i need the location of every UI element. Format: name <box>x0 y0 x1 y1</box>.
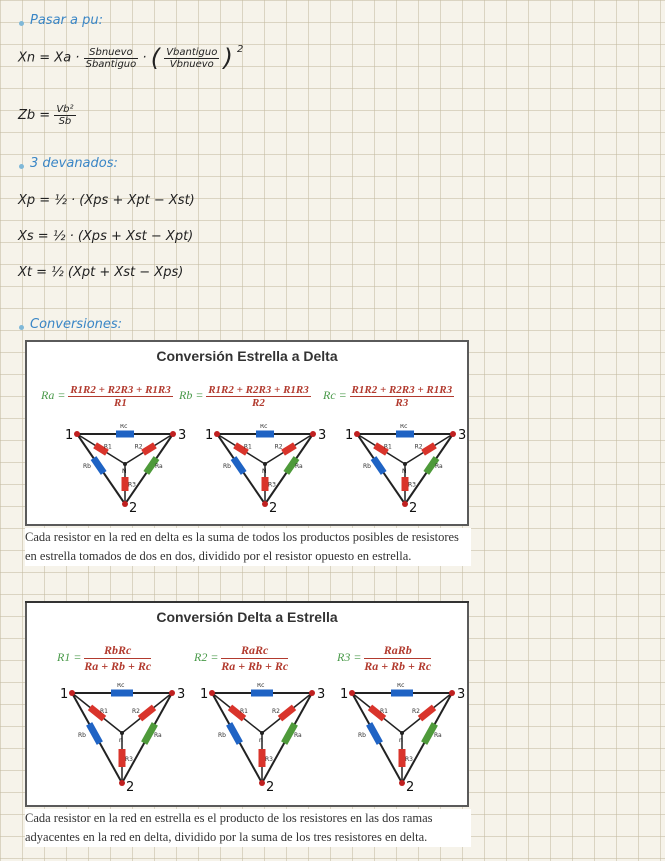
label-rb: Rb <box>223 463 231 470</box>
label-r1: R1 <box>243 443 252 451</box>
eq-den: R1 <box>114 397 127 409</box>
resistor-rc <box>391 690 413 697</box>
eq-fraction <box>350 384 455 409</box>
formula-xt: Xt = ½ (Xpt + Xst − Xps) <box>18 265 184 280</box>
node-label-2: 2 <box>406 780 415 795</box>
node-dot <box>354 431 360 437</box>
node-label-3: 3 <box>178 428 187 443</box>
eq-fraction <box>68 384 173 409</box>
resistor-r2 <box>281 442 297 455</box>
node-label-3: 3 <box>317 687 326 702</box>
node-dot <box>349 690 355 696</box>
equation-r3 <box>337 643 431 674</box>
label-r1: R1 <box>103 443 112 451</box>
node-label-2: 2 <box>129 501 138 516</box>
node-dot <box>119 780 125 786</box>
frac-den: Vbnuevo <box>169 58 214 70</box>
label-r3: R3 <box>265 756 273 763</box>
label-r1: R1 <box>100 708 108 715</box>
eq-den: Ra + Rb + Rc <box>84 659 152 673</box>
node-dot <box>122 501 128 507</box>
node-label-1: 1 <box>200 687 209 702</box>
label-ra: Ra <box>155 463 163 470</box>
node-dot <box>170 431 176 437</box>
label-r1: R1 <box>380 708 388 715</box>
resistor-r2 <box>141 442 157 455</box>
eq-den: R3 <box>395 397 409 409</box>
label-rc: Rc <box>260 424 268 430</box>
node-dot <box>310 431 316 437</box>
equation-r2 <box>194 643 288 674</box>
node-dot <box>259 780 265 786</box>
label-ra: Ra <box>435 463 443 470</box>
node-label-n: n <box>259 737 263 744</box>
label-r2: R2 <box>272 708 280 715</box>
frac-den: Sbantiguo <box>85 58 137 70</box>
frac-num: Vbantiguo <box>166 46 218 58</box>
resistor-rb <box>366 722 383 745</box>
resistor-rb <box>231 456 247 475</box>
paren-close: ) <box>223 44 233 72</box>
node-dot <box>74 431 80 437</box>
equation-ra <box>41 384 173 409</box>
eq-num: RbRc <box>84 643 151 659</box>
eq-num: R1R2 + R2R3 + R1R3 <box>208 384 309 396</box>
node-label-2: 2 <box>269 501 278 516</box>
resistor-rb <box>86 722 103 745</box>
label-ra: Ra <box>294 732 302 739</box>
label-r3: R3 <box>268 481 276 489</box>
label-r3: R3 <box>408 481 416 489</box>
circuit-diagrams-1 <box>27 424 467 524</box>
resistor-rc <box>396 431 414 438</box>
resistor-r2 <box>278 705 296 722</box>
eq-num: RaRc <box>221 643 288 659</box>
node-label-3: 3 <box>318 428 327 443</box>
bullet <box>19 164 24 169</box>
node-label-n: n <box>119 737 123 744</box>
node-dot <box>69 690 75 696</box>
eq-label: R2 = <box>194 650 219 665</box>
label-rb: Rb <box>83 463 91 470</box>
formula-xs: Xs = ½ · (Xps + Xst − Xpt) <box>18 229 194 244</box>
node-dot <box>450 431 456 437</box>
label-r3: R3 <box>125 756 133 763</box>
eq-label: Ra = <box>41 388 66 403</box>
node-label-2: 2 <box>409 501 418 516</box>
label-rc: Rc <box>397 683 405 689</box>
zb-lhs: Zb = <box>18 108 51 123</box>
resistor-r2 <box>138 705 156 722</box>
resistor-rb <box>226 722 243 745</box>
node-dot <box>214 431 220 437</box>
node-label-2: 2 <box>266 780 275 795</box>
zb-fraction <box>54 104 75 127</box>
node-dot <box>400 731 404 735</box>
dot: · <box>142 50 147 66</box>
formula-lhs: Xn = Xa · <box>18 50 80 66</box>
node-label-3: 3 <box>177 687 186 702</box>
formula-xp: Xp = ½ · (Xps + Xpt − Xst) <box>18 193 195 208</box>
node-label-3: 3 <box>458 428 467 443</box>
fraction-s <box>84 47 139 70</box>
resistor-rc <box>256 431 274 438</box>
resistor-rc <box>116 431 134 438</box>
node-dot <box>120 731 124 735</box>
resistor-rb <box>371 456 387 475</box>
resistor-rc <box>251 690 273 697</box>
label-r3: R3 <box>405 756 413 763</box>
node-dot <box>262 501 268 507</box>
label-rc: Rc <box>120 424 128 430</box>
heading-conversiones: Conversiones: <box>30 317 123 332</box>
panel-star-to-delta <box>25 340 469 526</box>
node-dot <box>169 690 175 696</box>
eq-num: R1R2 + R2R3 + R1R3 <box>70 384 171 396</box>
label-rb: Rb <box>363 463 371 470</box>
node-dot <box>263 462 267 466</box>
panel-title: Conversión Delta a Estrella <box>156 609 338 625</box>
eq-den: Ra + Rb + Rc <box>221 659 289 673</box>
label-ra: Ra <box>295 463 303 470</box>
node-label-n: N <box>122 468 127 475</box>
label-r2: R2 <box>132 708 140 715</box>
eq-den: Ra + Rb + Rc <box>364 659 432 673</box>
paren-open: ( <box>150 44 161 72</box>
equation-r1 <box>57 643 151 674</box>
label-r2: R2 <box>134 443 143 451</box>
node-dot <box>260 731 264 735</box>
panel-delta-to-star <box>25 603 469 807</box>
label-rc: Rc <box>117 683 125 689</box>
node-label-n: N <box>262 468 267 475</box>
eq-fraction <box>84 643 151 674</box>
heading-devanados: 3 devanados: <box>30 156 118 171</box>
node-label-1: 1 <box>205 428 214 443</box>
node-label-2: 2 <box>126 780 135 795</box>
eq-num: RaRb <box>364 643 431 659</box>
resistor-rc <box>111 690 133 697</box>
equation-rc <box>323 384 454 409</box>
resistor-r2 <box>418 705 436 722</box>
label-ra: Ra <box>154 732 162 739</box>
circuit-diagrams-2 <box>27 683 467 803</box>
frac-den: Sb <box>58 116 72 127</box>
node-label-1: 1 <box>65 428 74 443</box>
eq-num: R1R2 + R2R3 + R1R3 <box>351 384 453 396</box>
exponent: 2 <box>237 44 244 55</box>
node-dot <box>399 780 405 786</box>
resistor-rb <box>91 456 107 475</box>
node-label-n: N <box>402 468 407 475</box>
label-r2: R2 <box>412 708 420 715</box>
label-rb: Rb <box>78 732 86 739</box>
heading-pasar: Pasar a pu: <box>30 13 103 28</box>
label-rb: Rb <box>358 732 366 739</box>
caption-delta-to-star: Cada resistor en la red en estrella es el producto de los resistores en las dos ramas adyacentes en la red en delta, dividido por la suma de los tres resistores en delta. <box>25 809 471 847</box>
node-label-3: 3 <box>457 687 466 702</box>
label-r3: R3 <box>128 481 136 489</box>
caption-star-to-delta: Cada resistor en la red en delta es la suma de todos los productos posibles de resistores en estrella tomados de dos en dos, dividido por el resistor opuesto en estrella. <box>25 528 471 566</box>
eq-label: R3 = <box>337 650 362 665</box>
label-rc: Rc <box>400 424 408 430</box>
eq-label: Rc = <box>323 388 347 403</box>
panel-title: Conversión Estrella a Delta <box>156 348 338 364</box>
label-r2: R2 <box>414 443 423 451</box>
formula-zb <box>18 104 76 127</box>
eq-fraction <box>206 384 311 409</box>
node-dot <box>209 690 215 696</box>
formula-pasar-pu <box>18 44 243 72</box>
node-label-1: 1 <box>345 428 354 443</box>
frac-num: Vb² <box>56 104 74 115</box>
resistor-r2 <box>421 442 437 455</box>
node-dot <box>123 462 127 466</box>
label-r1: R1 <box>383 443 392 451</box>
label-ra: Ra <box>434 732 442 739</box>
node-label-n: n <box>399 737 403 744</box>
node-label-1: 1 <box>340 687 349 702</box>
fraction-v <box>164 47 219 70</box>
node-dot <box>403 462 407 466</box>
eq-fraction <box>364 643 431 674</box>
node-label-1: 1 <box>60 687 69 702</box>
eq-label: Rb = <box>179 388 204 403</box>
label-rb: Rb <box>218 732 226 739</box>
equation-rb <box>179 384 311 409</box>
bullet <box>19 21 24 26</box>
node-dot <box>309 690 315 696</box>
eq-label: R1 = <box>57 650 82 665</box>
node-dot <box>402 501 408 507</box>
label-rc: Rc <box>257 683 265 689</box>
label-r1: R1 <box>240 708 248 715</box>
frac-num: Sbnuevo <box>84 47 139 59</box>
eq-den: R2 <box>252 397 265 409</box>
node-dot <box>449 690 455 696</box>
bullet <box>19 325 24 330</box>
label-r2: R2 <box>274 443 283 451</box>
eq-fraction <box>221 643 288 674</box>
